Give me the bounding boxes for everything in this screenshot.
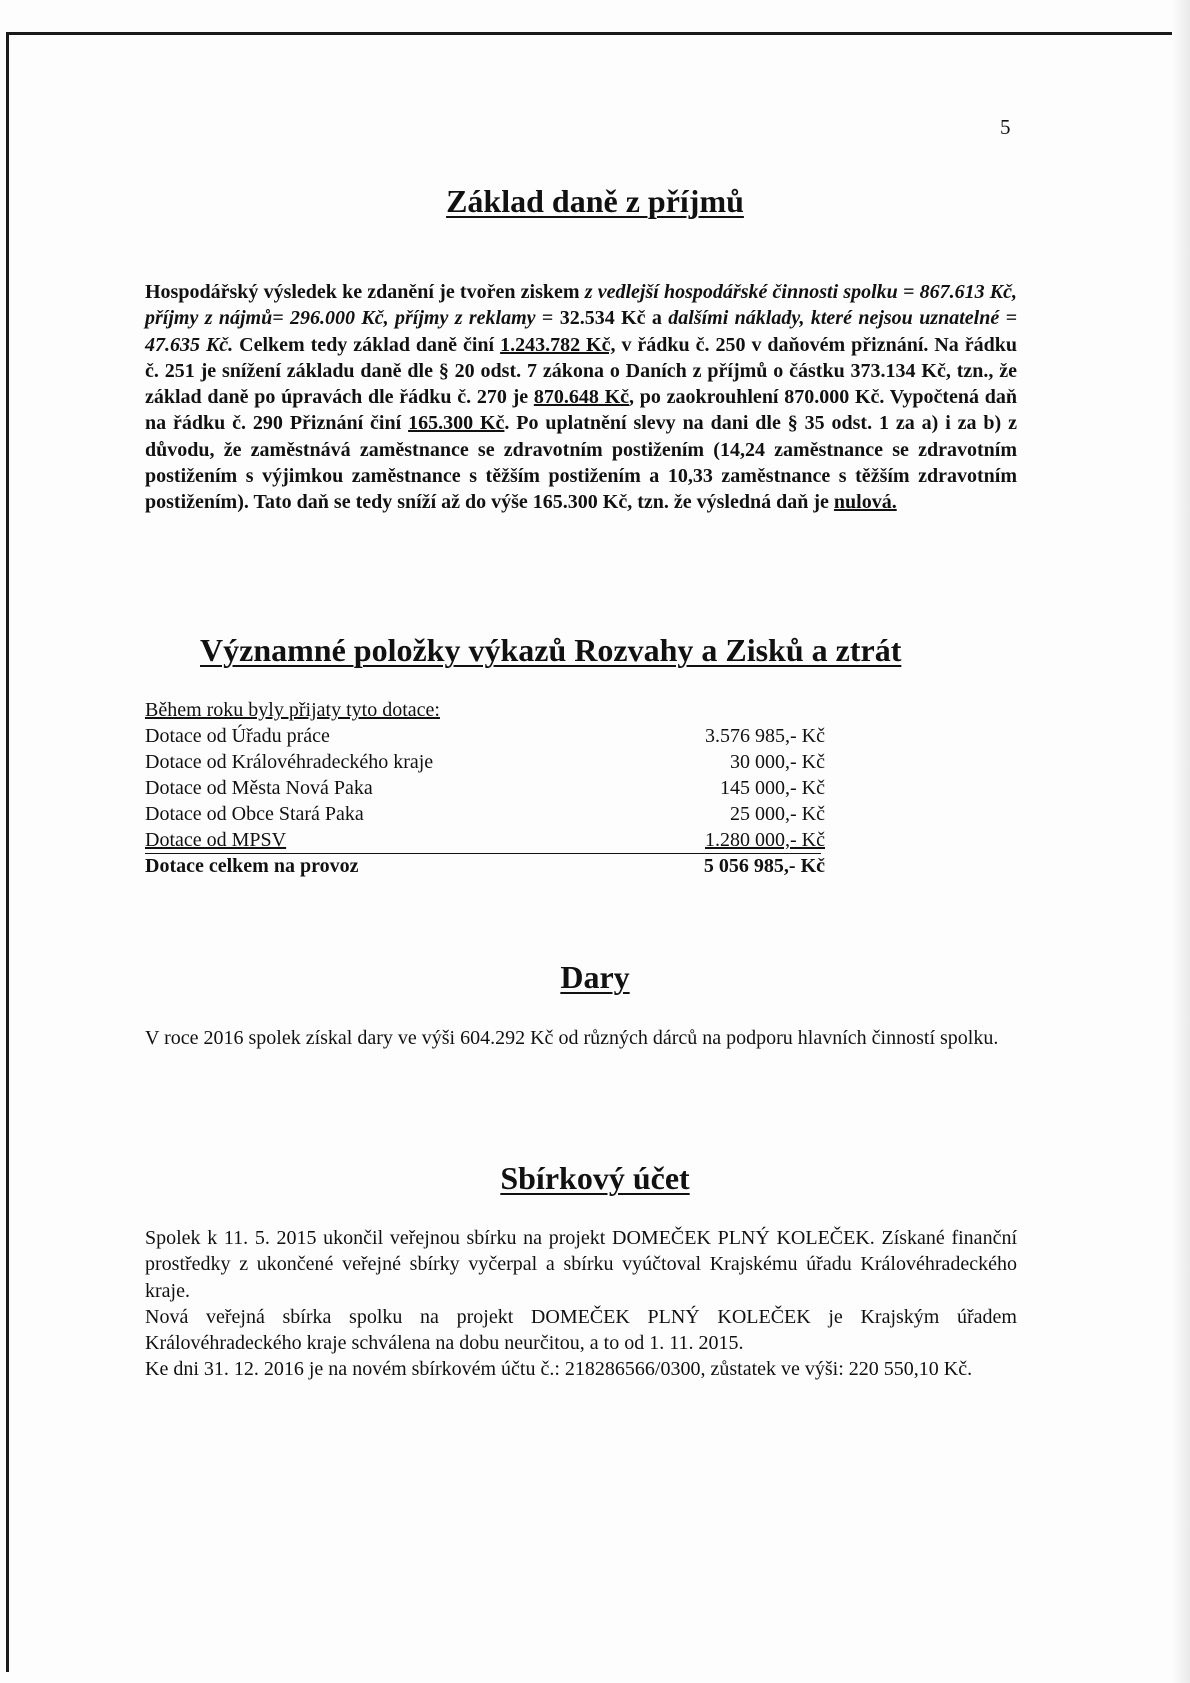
grant-amount: 145 000,- Kč (720, 777, 825, 799)
grant-row (145, 801, 825, 827)
tax-text-7: , po zaokrouhlení 870.000 Kč. Vypočtená daň na řádku č. 290 Přiznání činí (145, 386, 1018, 435)
grant-label: Dotace od Obce Stará Paka (145, 803, 364, 825)
scan-border-top (6, 32, 1186, 35)
grant-label: Dotace od Města Nová Paka (145, 777, 373, 799)
grants-total-row (145, 853, 825, 879)
grant-label: Dotace od Královéhradeckého kraje (145, 751, 434, 773)
tax-text-2: z vedlejší hospodářské činnosti spolku = 867.613 Kč, příjmy z nájmů= 296.000 Kč, příjmy z reklamy (145, 281, 1017, 330)
grant-amount: 1.280 000,- Kč (705, 829, 825, 851)
tax-base-amount: 1.243.782 Kč, (500, 333, 616, 356)
grant-row (145, 775, 825, 801)
grant-amount: 25 000,- Kč (730, 803, 825, 825)
collection-paragraph-3: Ke dni 31. 12. 2016 je na novém sbírkovém účtu č.: 218286566/0300, zůstatek ve výši: 220 550,10 Kč. (145, 1358, 973, 1381)
grants-table (145, 697, 825, 879)
grants-total-label: Dotace celkem na provoz (145, 855, 359, 877)
grants-intro: Během roku byly přijaty tyto dotace: (145, 699, 440, 721)
grant-amount: 3.576 985,- Kč (705, 725, 825, 747)
grant-row (145, 749, 825, 775)
tax-calculated-amount: 165.300 Kč (408, 412, 505, 435)
tax-adjusted-amount: 870.648 Kč (533, 386, 630, 409)
page-number: 5 (1000, 115, 1011, 139)
grant-label: Dotace od MPSV (145, 829, 287, 851)
grants-total-amount: 5 056 985,- Kč (703, 855, 825, 877)
tax-text-1: Hospodářský výsledek ke zdanění je tvořen ziskem (145, 281, 585, 303)
scan-edge-shade (1172, 0, 1190, 1683)
heading-significant-items: Významné položky výkazů Rozvahy a Zisků a ztrát (200, 632, 902, 668)
grant-label: Dotace od Úřadu práce (145, 725, 330, 747)
collection-paragraphs (145, 1225, 1017, 1383)
heading-tax-base: Základ daně z příjmů (446, 183, 744, 219)
scan-border-left (6, 32, 9, 1672)
tax-text-5: Celkem tedy základ daně činí (233, 333, 501, 356)
tax-text-8: . Po uplatnění slevy na dani dle § 35 odst. 1 za a) i za b) z důvodu, že zaměstnává zaměstnance se zdravotním postižením (14,24 zaměstnance se zdravotním postižením s výjimkou zaměstnance s těžším postižením a 10,33 zaměstnance s těžším zdravotním postižením). Tato daň se tedy sníží až do výše 165.300 Kč, tzn. že výsledná daň je (145, 412, 1017, 514)
tax-text-6: v řádku č. 250 v daňovém přiznání. Na řádku č. 251 je snížení základu daně dle § 20 odst. 7 zákona o Daních z příjmů o částku 373.134 Kč, tzn., že základ daně po úpravách dle řádku č. 270 je (145, 333, 1018, 409)
tax-result: nulová. (833, 491, 897, 514)
tax-text-3: = 32.534 Kč a (535, 307, 669, 330)
grant-row (145, 827, 825, 853)
grant-amount: 30 000,- Kč (730, 751, 825, 773)
gifts-paragraph: V roce 2016 spolek získal dary ve výši 604.292 Kč od různých dárců na podporu hlavních činností spolku. (145, 1027, 999, 1049)
grant-row (145, 723, 825, 749)
grants-intro-row (145, 697, 825, 723)
tax-text-4: dalšími náklady, které nejsou uznatelné = 47.635 Kč. (145, 307, 1017, 356)
tax-base-paragraph (145, 279, 1017, 516)
heading-gifts: Dary (560, 959, 630, 995)
collection-paragraph-1: Spolek k 11. 5. 2015 ukončil veřejnou sbírku na projekt DOMEČEK PLNÝ KOLEČEK. Získané finanční prostředky z ukončené veřejné sbírky vyčerpal a sbírku vyúčtoval Krajskému úřadu Královéhradeckého kraje. (145, 1227, 1017, 1302)
collection-paragraph-2: Nová veřejná sbírka spolku na projekt DOMEČEK PLNÝ KOLEČEK je Krajským úřadem Královéhradeckého kraje schválena na dobu neurčitou, a to od 1. 11. 2015. (145, 1305, 1017, 1355)
heading-collection-account: Sbírkový účet (500, 1160, 690, 1196)
